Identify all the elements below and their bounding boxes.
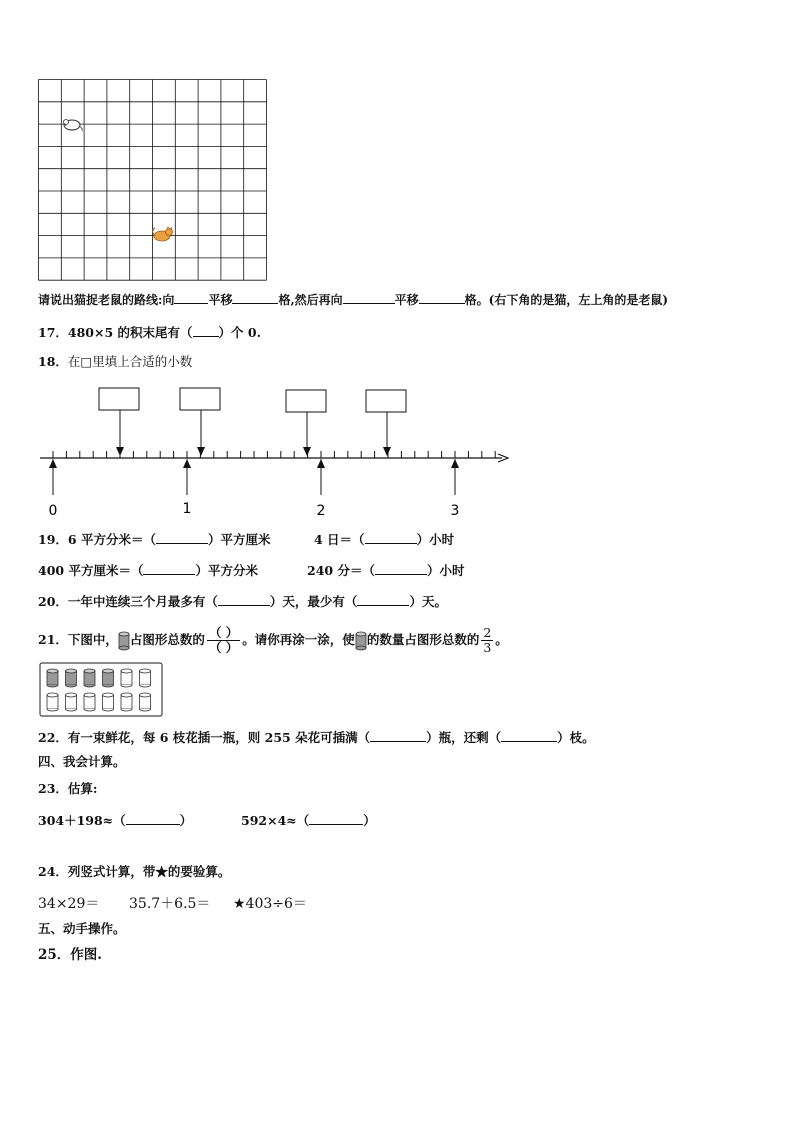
question-text: ）瓶，还剩（ — [426, 730, 502, 745]
blank-cylinder[interactable] — [121, 693, 132, 711]
axis-label: 3 — [450, 503, 460, 519]
axis-label: 1 — [182, 501, 192, 517]
question-number: 19． — [38, 532, 68, 547]
blank-cylinder[interactable] — [47, 693, 58, 711]
blank-cylinder[interactable] — [121, 669, 132, 687]
axis-label: 0 — [48, 503, 58, 519]
prompt-part: 平移 — [208, 293, 233, 307]
question-number: 25． — [38, 947, 71, 963]
integer-arrow-0 — [49, 459, 57, 495]
cylinder-icon — [118, 631, 130, 651]
answer-blank[interactable] — [309, 812, 363, 825]
question-text: ）小时 — [426, 563, 465, 578]
question-20 — [38, 593, 447, 610]
cylinder-panel — [39, 662, 163, 717]
answer-blank[interactable] — [357, 593, 409, 606]
question-19-row-2 — [38, 562, 258, 579]
question-text: 480×5 的积末尾有（ — [67, 325, 193, 340]
question-21 — [38, 622, 508, 658]
grid-figure — [38, 79, 268, 281]
answer-blank[interactable] — [343, 291, 395, 304]
answer-blank[interactable] — [193, 324, 219, 337]
grid-lines — [39, 80, 267, 281]
integer-arrow-2 — [317, 459, 325, 495]
answer-blank[interactable] — [218, 593, 270, 606]
question-title: 列竖式计算，带★的要验算。 — [67, 864, 231, 879]
question-text: 240 分＝（ — [307, 563, 375, 578]
answer-blank[interactable] — [365, 531, 417, 544]
target-fraction — [481, 626, 493, 655]
fraction-blank[interactable] — [207, 626, 240, 655]
question-number: 20． — [38, 594, 68, 609]
answer-blank[interactable] — [143, 562, 195, 575]
question-text: 4 日＝（ — [314, 532, 365, 547]
integer-arrow-3 — [451, 459, 459, 495]
question-17 — [38, 324, 261, 341]
answer-blank[interactable] — [419, 291, 465, 304]
question-text: ）天，最少有（ — [269, 594, 358, 609]
expression: ） — [363, 813, 376, 828]
question-23 — [38, 781, 98, 797]
answer-box[interactable] — [286, 390, 326, 456]
cylinder-icon — [355, 631, 367, 651]
question-19-row-1b — [314, 531, 454, 548]
fraction-denominator: （ ） — [208, 640, 239, 655]
question-18 — [38, 354, 192, 370]
question-text: 下图中， — [67, 632, 118, 647]
shaded-cylinder[interactable] — [66, 669, 77, 687]
prompt-part: 格,然后再向 — [278, 293, 343, 307]
answer-box[interactable] — [366, 390, 406, 456]
question-number: 22． — [38, 730, 68, 745]
question-text: 的数量占图形总数的 — [366, 632, 480, 647]
answer-blank[interactable] — [375, 562, 427, 575]
question-number: 23． — [38, 781, 68, 796]
answer-blank[interactable] — [370, 729, 426, 742]
question-text: 。请你再涂一涂，使 — [242, 632, 355, 647]
blank-cylinder[interactable] — [140, 669, 151, 687]
question-text: ）平方厘米 — [207, 532, 271, 547]
grid-question-prompt — [38, 291, 668, 308]
cat-icon — [153, 227, 173, 242]
vertical-calc-item: 35.7＋6.5＝ — [129, 896, 211, 912]
axis-label: 2 — [316, 503, 326, 519]
estimate-item — [38, 812, 192, 829]
question-25 — [38, 947, 102, 963]
question-19-row-1 — [38, 531, 270, 548]
vertical-calc-item: 34×29＝ — [38, 896, 100, 912]
shaded-cylinder[interactable] — [84, 669, 95, 687]
number-line-figure — [36, 385, 516, 520]
answer-box[interactable] — [180, 388, 220, 456]
question-text: 6 平方分米＝（ — [67, 532, 156, 547]
section-5-heading: 五、动手操作。 — [38, 921, 126, 936]
question-title: 估算: — [67, 781, 98, 796]
question-text: 400 平方厘米＝（ — [38, 563, 144, 578]
fraction-numerator: （ ） — [208, 625, 239, 640]
blank-cylinder[interactable] — [103, 693, 114, 711]
blank-cylinder[interactable] — [66, 693, 77, 711]
question-text: 在□里填上合适的小数 — [67, 354, 193, 369]
estimate-item — [241, 812, 376, 829]
question-number: 21． — [38, 632, 68, 647]
answer-blank[interactable] — [126, 812, 180, 825]
question-number: 17． — [38, 325, 68, 340]
question-text: ）枝。 — [557, 730, 595, 745]
blank-cylinder[interactable] — [140, 693, 151, 711]
question-text: 一年中连续三个月最多有（ — [67, 594, 218, 609]
blank-cylinder[interactable] — [84, 693, 95, 711]
answer-box[interactable] — [99, 388, 139, 456]
question-number: 24． — [38, 864, 68, 879]
expression: ） — [179, 813, 193, 828]
shaded-cylinder[interactable] — [47, 669, 58, 687]
vertical-calc-item: ★403÷6＝ — [233, 896, 307, 912]
question-text: ）天。 — [409, 594, 447, 609]
question-text: 占图形总数的 — [129, 632, 205, 647]
question-22 — [38, 729, 595, 746]
question-text: 有一束鲜花，每 6 枝花插一瓶，则 255 朵花可插满（ — [67, 730, 371, 745]
fraction-numerator: 2 — [483, 625, 492, 640]
answer-blank[interactable] — [174, 291, 208, 304]
integer-arrow-1 — [183, 459, 191, 495]
expression: 592×4≈（ — [241, 813, 310, 828]
question-title: 作图. — [70, 947, 102, 963]
fraction-denominator: 3 — [483, 640, 492, 655]
shaded-cylinder[interactable] — [103, 669, 114, 687]
prompt-part: 格。(右下角的是猫，左上角的是老鼠) — [464, 293, 669, 307]
section-4-heading: 四、我会计算。 — [38, 754, 126, 769]
question-text: 。 — [495, 632, 508, 647]
question-text: ）小时 — [416, 532, 455, 547]
question-number: 18． — [38, 354, 68, 369]
question-24 — [38, 864, 230, 880]
answer-blank[interactable] — [156, 531, 208, 544]
prompt-part: 平移 — [394, 293, 419, 307]
mouse-icon — [64, 120, 83, 132]
question-text: ）平方分米 — [195, 563, 258, 578]
question-19-row-2b — [307, 562, 464, 579]
question-text: ）个 0. — [218, 325, 261, 340]
answer-blank[interactable] — [232, 291, 278, 304]
answer-blank[interactable] — [501, 729, 557, 742]
expression: 304＋198≈（ — [38, 813, 126, 828]
prompt-part: 请说出猫捉老鼠的路线:向 — [38, 293, 175, 307]
